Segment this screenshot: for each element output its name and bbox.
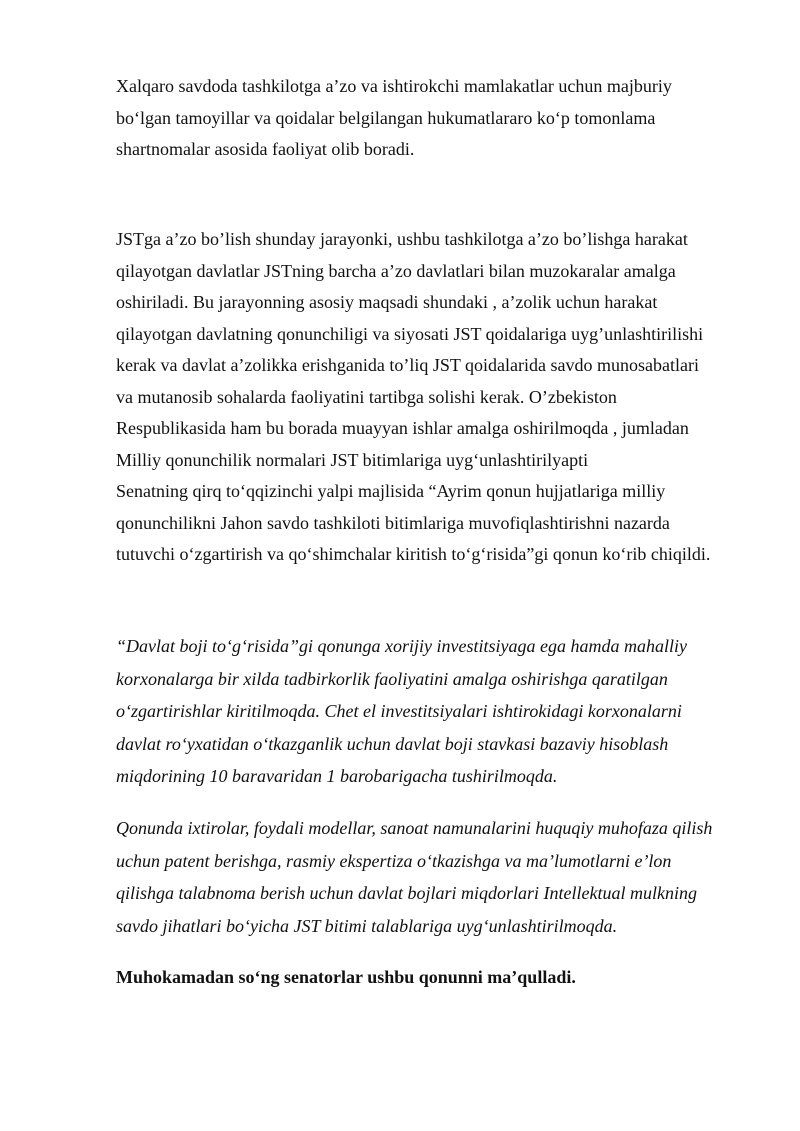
text-line: “Davlat boji to‘g‘risida”gi qonunga xorijiy investitsiyaga ega hamda mahalliy — [116, 636, 687, 656]
text-line: Qonunda ixtirolar, foydali modellar, sanoat namunalarini huquqiy muhofaza qilish — [116, 818, 713, 838]
paragraph-patent-duties — [116, 812, 712, 942]
text-line: Respublikasida ham bu borada muayyan ishlar amalga oshirilmoqda , jumladan — [116, 418, 689, 438]
paragraph-state-duty-law — [116, 630, 687, 793]
text-line: JSTga a’zo bo’lish shunday jarayonki, ushbu tashkilotga a’zo bo’lishga harakat — [116, 229, 688, 249]
paragraph-membership — [116, 224, 710, 571]
paragraph-conclusion — [116, 962, 576, 994]
text-line: qonunchilikni Jahon savdo tashkiloti bitimlariga muvofiqlashtirishni nazarda — [116, 512, 670, 533]
text-line: uchun patent berishga, rasmiy ekspertiza o‘tkazishga va ma’lumotlarni e’lon — [116, 850, 672, 871]
text-line: Senatning qirq to‘qqizinchi yalpi majlisida “Ayrim qonun hujjatlariga milliy — [116, 481, 666, 501]
text-line: kerak va davlat a’zolikka erishganida to’liq JST qoidalarida savdo munosabatlari — [116, 355, 699, 375]
text-line: bo‘lgan tamoyillar va qoidalar belgilangan hukumatlararo ko‘p tomonlama — [116, 107, 656, 128]
text-line: Muhokamadan so‘ng senatorlar ushbu qonunni ma’qulladi. — [116, 967, 576, 987]
text-line: o‘zgartirishlar kiritilmoqda. Chet el investitsiyalari ishtirokidagi korxonalarni — [116, 701, 682, 721]
text-line: miqdorining 10 baravaridan 1 barobarigacha tushirilmoqda. — [116, 766, 558, 786]
text-line: qilishga talabnoma berish uchun davlat bojlari miqdorlari Intellektual mulkning — [116, 883, 697, 903]
text-line: qilayotgan davlatlar JSTning barcha a’zo davlatlari bilan muzokaralar amalga — [116, 260, 676, 281]
text-line: Milliy qonunchilik normalari JST bitimlariga uyg‘unlashtirilyapti — [116, 449, 589, 470]
text-line: davlat ro‘yxatidan o‘tkazganlik uchun davlat boji stavkasi bazaviy hisoblash — [116, 733, 669, 754]
text-line: qilayotgan davlatning qonunchiligi va siyosati JST qoidalariga uyg’unlashtirilishi — [116, 323, 704, 344]
text-line: Xalqaro savdoda tashkilotga a’zo va ishtirokchi mamlakatlar uchun majburiy — [116, 76, 672, 96]
text-line: oshiriladi. Bu jarayonning asosiy maqsadi shundaki , a’zolik uchun harakat — [116, 292, 658, 312]
text-line: savdo jihatlari bo‘yicha JST bitimi talablariga uyg‘unlashtirilmoqda. — [116, 915, 618, 936]
text-line: shartnomalar asosida faoliyat olib boradi. — [116, 139, 415, 159]
paragraph-intro — [116, 71, 672, 166]
text-line: korxonalarga bir xilda tadbirkorlik faoliyatini amalga oshirishga qaratilgan — [116, 668, 668, 689]
text-line: tutuvchi o‘zgartirish va qo‘shimchalar kiritish to‘g‘risida”gi qonun ko‘rib chiqildi. — [116, 544, 711, 564]
text-line: va mutanosib sohalarda faoliyatini tartibga solishi kerak. O’zbekiston — [116, 386, 617, 407]
